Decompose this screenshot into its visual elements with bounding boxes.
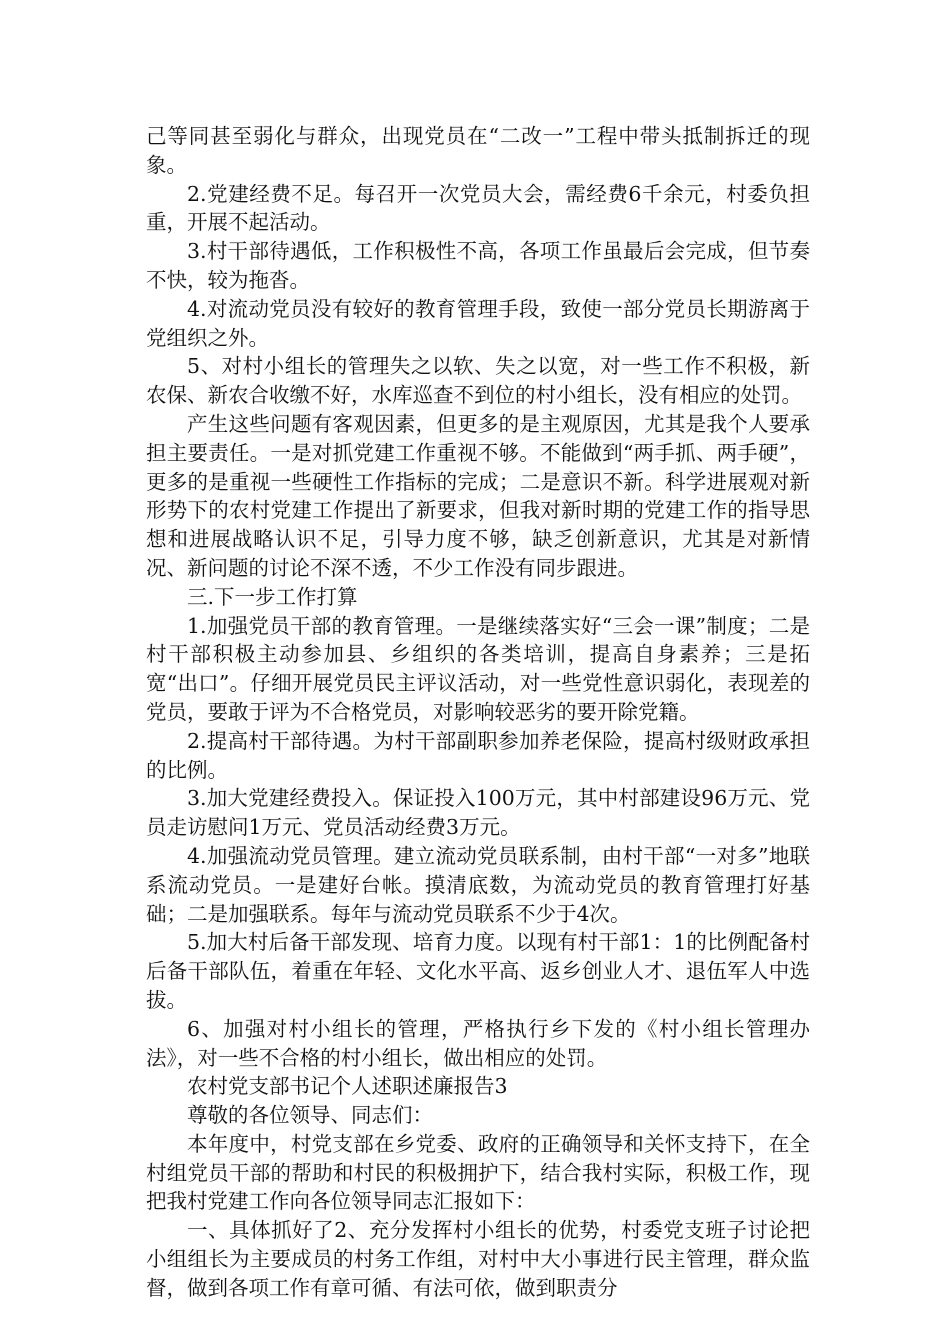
paragraph-plan-3: 3.加大党建经费投入。保证投入100万元，其中村部建设96万元、党员走访慰问1万元、党员活动经费3万元。 [146,786,810,840]
paragraph-continuation: 己等同甚至弱化与群众，出现党员在“二改一”工程中带头抵制拆迁的现象。 [146,124,810,177]
paragraph-intro: 本年度中，村党支部在乡党委、政府的正确领导和关怀支持下，在全村组党员干部的帮助和村民的积极拥护下，结合我村实际，积极工作，现把我村党建工作向各位领导同志汇报如下： [146,1131,810,1214]
paragraph-issue-4-mobile-members: 4.对流动党员没有较好的教育管理手段，致使一部分党员长期游离于党组织之外。 [146,296,810,350]
paragraph-issue-2-funding: 2.党建经费不足。每召开一次党员大会，需经费6千余元，村委负担重，开展不起活动。 [146,181,810,235]
section-heading-next-steps: 三.下一步工作打算 [187,584,358,609]
paragraph-plan-2: 2.提高村干部待遇。为村干部副职参加养老保险，提高村级财政承担的比例。 [146,728,810,782]
paragraph-plan-6: 6、加强对村小组长的管理，严格执行乡下发的《村小组长管理办法》，对一些不合格的村小组长，做出相应的处罚。 [146,1016,810,1070]
paragraph-plan-4: 4.加强流动党员管理。建立流动党员联系制，由村干部“一对多”地联系流动党员。一是建好台帐。摸清底数，为流动党员的教育管理打好基础；二是加强联系。每年与流动党员联系不少于4次。 [146,843,810,926]
paragraph-causes: 产生这些问题有客观因素，但更多的是主观原因，尤其是我个人要承担主要责任。一是对抓党建工作重视不够。不能做到“两手抓、两手硬”，更多的是重视一些硬性工作指标的完成；二是意识不新。科学进展观对新形势下的农村党建工作提出了新要求，但我对新时期的党建工作的指导思想和进展战略认识不足，引导力度不够，缺乏创新意识，尤其是对新情况、新问题的讨论不深不透，不少工作没有同步跟进。 [146,411,810,580]
paragraph-issue-3-cadre-pay: 3.村干部待遇低，工作积极性不高，各项工作虽最后会完成，但节奏不快，较为拖沓。 [146,239,810,292]
salutation: 尊敬的各位领导、同志们： [187,1103,433,1128]
paragraph-plan-5: 5.加大村后备干部发现、培育力度。以现有村干部1：1的比例配备村后备干部队伍，着重在年轻、文化水平高、返乡创业人才、退伍军人中选拔。 [146,930,810,1012]
paragraph-section-1: 一、具体抓好了2、充分发挥村小组长的优势，村委党支班子讨论把小组组长为主要成员的村务工作组，对村中大小事进行民主管理，群众监督，做到各项工作有章可循、有法可依，做到职责分 [146,1218,810,1300]
paragraph-plan-1: 1.加强党员干部的教育管理。一是继续落实好“三会一课”制度；二是村干部积极主动参加县、乡组织的各类培训，提高自身素养；三是拓宽“出口”。仔细开展党员民主评议活动，对一些党性意识弱化，表现差的党员，要敢于评为不合格党员，对影响较恶劣的要开除党籍。 [146,613,810,724]
paragraph-issue-5-group-leaders: 5、对村小组长的管理失之以软、失之以宽，对一些工作不积极，新农保、新农合收缴不好，水库巡查不到位的村小组长，没有相应的处罚。 [146,354,810,408]
document-page [146,122,810,1303]
report-title: 农村党支部书记个人述职述廉报告3 [187,1074,508,1099]
